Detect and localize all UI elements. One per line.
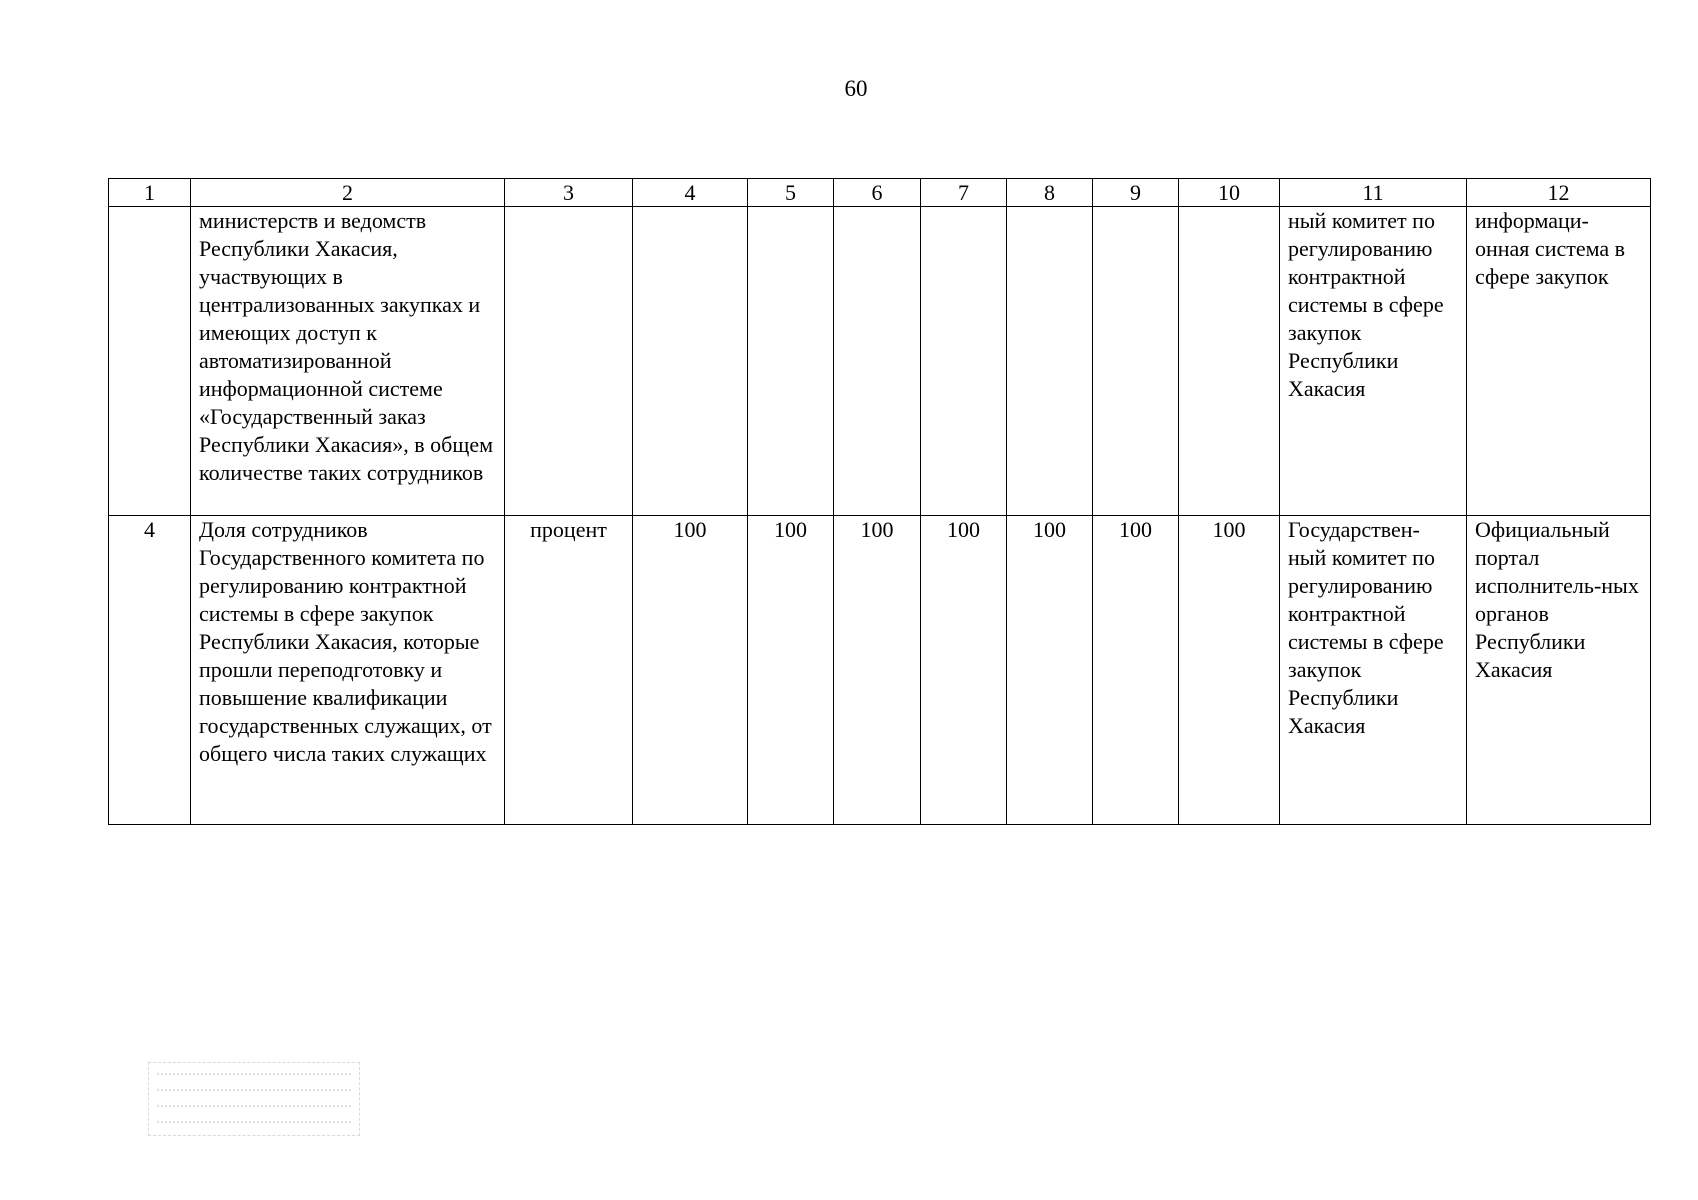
source-cell: информаци-онная система в сфере закупок <box>1467 207 1651 516</box>
unit-cell: процент <box>505 516 633 825</box>
col-header-10: 10 <box>1179 179 1280 207</box>
unit-cell <box>505 207 633 516</box>
value-cell: 100 <box>633 516 748 825</box>
responsible-cell: Государствен-ный комитет по регулированию контрактной системы в сфере закупок Республики Хакасия <box>1280 516 1467 825</box>
col-header-1: 1 <box>109 179 191 207</box>
col-header-11: 11 <box>1280 179 1467 207</box>
indicator-name: министерств и ведомств Республики Хакасия, участвующих в централизованных закупках и имеющих доступ к автоматизированной информационной системе «Государственный заказ Республики Хакасия», в общем количестве таких сотрудников <box>191 207 505 516</box>
value-cell <box>748 207 834 516</box>
responsible-cell: ный комитет по регулированию контрактной системы в сфере закупок Республики Хакасия <box>1280 207 1467 516</box>
source-cell: Официальный портал исполнитель-ных органов Республики Хакасия <box>1467 516 1651 825</box>
row-number <box>109 207 191 516</box>
indicator-name: Доля сотрудников Государственного комитета по регулированию контрактной системы в сфере закупок Республики Хакасия, которые прошли переподготовку и повышение квалификации государственных служащих, от общего числа таких служащих <box>191 516 505 825</box>
indicators-table <box>108 178 1651 825</box>
col-header-4: 4 <box>633 179 748 207</box>
header-row <box>109 179 1651 207</box>
value-cell <box>921 207 1007 516</box>
value-cell <box>633 207 748 516</box>
col-header-12: 12 <box>1467 179 1651 207</box>
value-cell: 100 <box>748 516 834 825</box>
value-cell: 100 <box>1179 516 1280 825</box>
value-cell: 100 <box>834 516 921 825</box>
value-cell <box>1093 207 1179 516</box>
page-number: 60 <box>844 76 868 101</box>
value-cell: 100 <box>921 516 1007 825</box>
faint-stamp <box>148 1062 360 1136</box>
col-header-9: 9 <box>1093 179 1179 207</box>
table-row <box>109 207 1651 516</box>
col-header-6: 6 <box>834 179 921 207</box>
table-row <box>109 516 1651 825</box>
value-cell <box>834 207 921 516</box>
col-header-5: 5 <box>748 179 834 207</box>
col-header-8: 8 <box>1007 179 1093 207</box>
col-header-2: 2 <box>191 179 505 207</box>
col-header-7: 7 <box>921 179 1007 207</box>
value-cell: 100 <box>1093 516 1179 825</box>
value-cell <box>1007 207 1093 516</box>
value-cell: 100 <box>1007 516 1093 825</box>
value-cell <box>1179 207 1280 516</box>
row-number: 4 <box>109 516 191 825</box>
col-header-3: 3 <box>505 179 633 207</box>
